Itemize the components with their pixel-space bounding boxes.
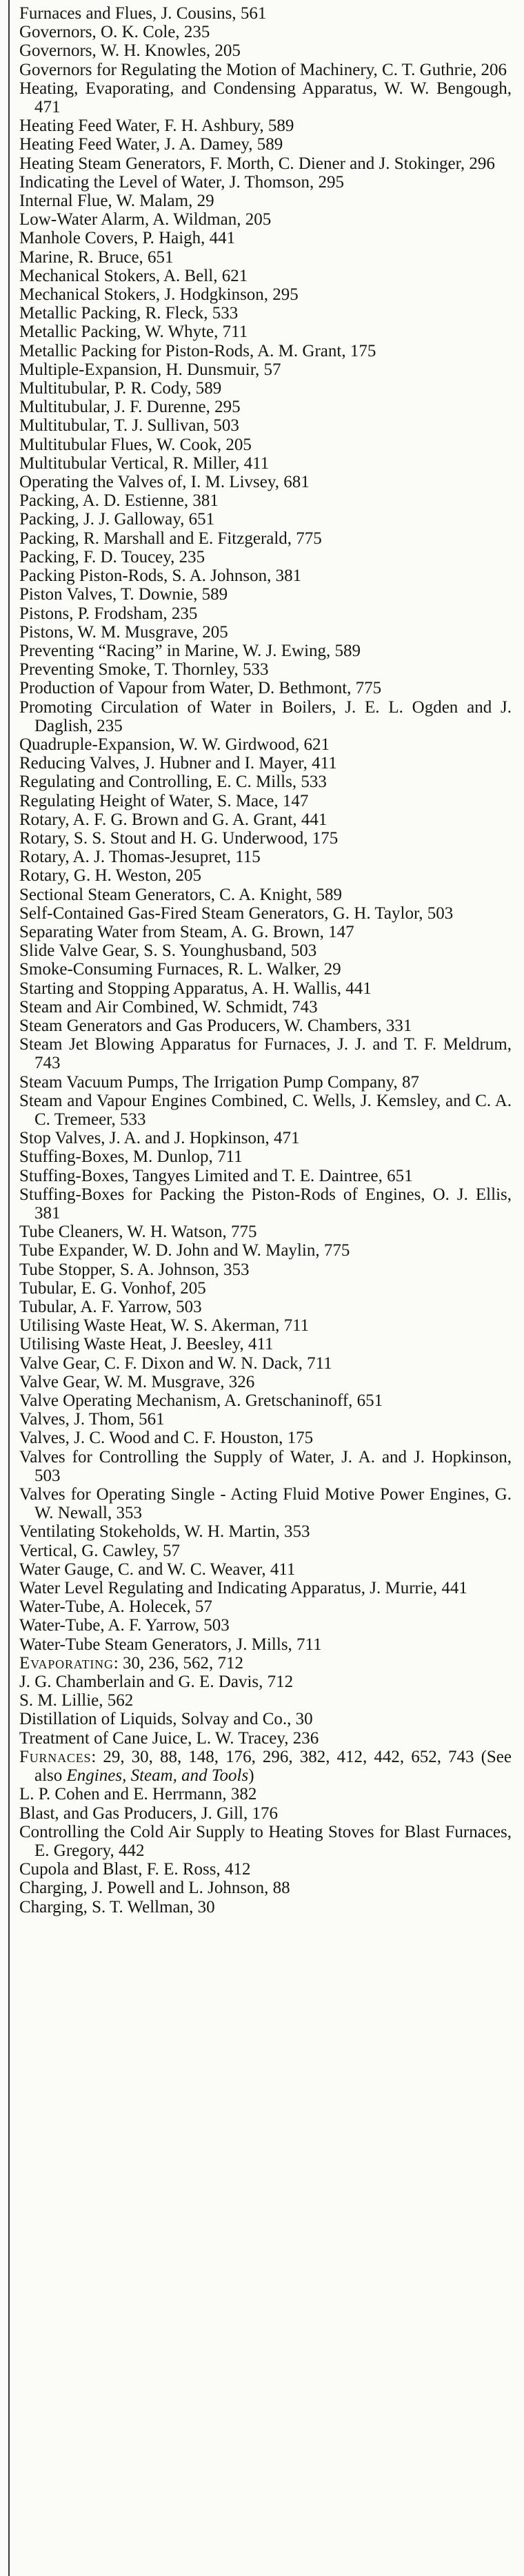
index-entry: Valves for Operating Single - Acting Fluid Motive Power Engines, G. W. Newall, 353 [19,1485,512,1523]
index-entry: Manhole Covers, P. Haigh, 441 [19,229,236,248]
index-entry: Valve Gear, W. M. Musgrave, 326 [19,1372,255,1391]
index-entry: Reducing Valves, J. Hubner and I. Mayer, 411 [19,754,337,773]
index-heading-evaporating [19,1654,512,1673]
index-entry: Operating the Valves of, I. M. Livsey, 681 [19,473,310,492]
index-entry: S. M. Lillie, 562 [19,1691,134,1710]
index-entry: Preventing Smoke, T. Thornley, 533 [19,660,269,679]
index-entry: Tubular, E. G. Vonhof, 205 [19,1278,206,1298]
index-entry: Multitubular, T. J. Sullivan, 503 [19,416,239,436]
index-entry: Rotary, A. J. Thomas-Jesupret, 115 [19,848,261,867]
index-entry: Rotary, S. S. Stout and H. G. Underwood, 175 [19,828,339,848]
index-entry: L. P. Cohen and E. Herrmann, 382 [19,1785,257,1804]
index-entry: Self-Contained Gas-Fired Steam Generators, G. H. Taylor, 503 [19,903,454,923]
index-entry: Vertical, G. Cawley, 57 [19,1541,181,1560]
index-entry: Multitubular, J. F. Durenne, 295 [19,398,241,417]
index-entry: Utilising Waste Heat, J. Beesley, 411 [19,1335,274,1354]
index-entry: Packing, J. J. Galloway, 651 [19,510,215,529]
index-entry: Governors for Regulating the Motion of Machinery, C. T. Guthrie, 206 [19,60,507,79]
index-entry: Quadruple-Expansion, W. W. Girdwood, 621 [19,735,330,754]
index-entry: Stuffing-Boxes for Packing the Piston-Rods of Engines, O. J. Ellis, 381 [19,1185,512,1223]
index-entry: Governors, O. K. Cole, 235 [19,23,210,42]
index-entry: Mechanical Stokers, J. Hodgkinson, 295 [19,285,299,305]
index-entry: Steam Generators and Gas Producers, W. Chambers, 331 [19,1016,412,1035]
index-entry: Governors, W. H. Knowles, 205 [19,41,241,61]
index-entry: Multitubular, P. R. Cody, 589 [19,379,222,398]
index-entry: Metallic Packing, R. Fleck, 533 [19,304,239,323]
index-entry: Mechanical Stokers, A. Bell, 621 [19,266,248,285]
index-list [19,4,512,1654]
index-entry: Multitubular Vertical, R. Miller, 411 [19,453,270,473]
heading-furnaces-pages: : 29, 30, 88, 148, 176, 296, 382, 412, 442, 652, 743 (See also [34,1747,512,1786]
index-entry: Promoting Circulation of Water in Boilers, J. E. L. Ogden and J. Daglish, 235 [19,697,512,735]
index-entry: Regulating and Controlling, E. C. Mills, 533 [19,773,327,792]
index-entry: Stuffing-Boxes, M. Dunlop, 711 [19,1147,243,1167]
index-entry: Water-Tube Steam Generators, J. Mills, 711 [19,1635,322,1654]
index-entry: Valves for Controlling the Supply of Water, J. A. and J. Hopkinson, 503 [19,1447,512,1485]
furnaces-list [19,1785,512,1916]
index-entry: Multiple-Expansion, H. Dunsmuir, 57 [19,360,281,379]
index-entry: J. G. Chamberlain and G. E. Davis, 712 [19,1673,294,1692]
index-entry: Packing, R. Marshall and E. Fitzgerald, 775 [19,529,322,548]
index-entry: Treatment of Cane Juice, L. W. Tracey, 236 [19,1728,319,1748]
index-entry: Steam Vacuum Pumps, The Irrigation Pump Company, 87 [19,1072,420,1092]
index-entry: Valve Operating Mechanism, A. Gretschaninoff, 651 [19,1391,383,1411]
index-entry: Regulating Height of Water, S. Mace, 147 [19,791,309,810]
index-entry: Rotary, G. H. Weston, 205 [19,866,201,886]
heading-evaporating-label: Evaporating [19,1653,114,1673]
index-entry: Water Level Regulating and Indicating Apparatus, J. Murrie, 441 [19,1579,467,1598]
index-entry: Valve Gear, C. F. Dixon and W. N. Dack, 711 [19,1353,332,1373]
index-entry: Packing, F. D. Toucey, 235 [19,547,205,566]
index-entry: Valves, J. C. Wood and C. F. Houston, 175 [19,1429,314,1448]
index-entry: Heating, Evaporating, and Condensing Apparatus, W. W. Bengough, 471 [19,79,512,117]
index-entry: Charging, J. Powell and L. Johnson, 88 [19,1879,290,1898]
heading-furnaces-label: Furnaces [19,1747,92,1766]
index-entry: Cupola and Blast, F. E. Ross, 412 [19,1860,251,1879]
index-entry: Furnaces and Flues, J. Cousins, 561 [19,4,267,23]
index-entry: Multitubular Flues, W. Cook, 205 [19,435,252,454]
index-entry: Low-Water Alarm, A. Wildman, 205 [19,210,272,229]
index-entry: Sectional Steam Generators, C. A. Knight, 589 [19,885,342,904]
index-entry: Metallic Packing, W. Whyte, 711 [19,323,248,342]
index-entry: Tubular, A. F. Yarrow, 503 [19,1298,202,1317]
index-entry: Stuffing-Boxes, Tangyes Limited and T. E. Daintree, 651 [19,1166,413,1185]
index-entry: Production of Vapour from Water, D. Bethmont, 775 [19,679,382,698]
index-entry: Water-Tube, A. Holecek, 57 [19,1597,212,1617]
index-entry: Metallic Packing for Piston-Rods, A. M. Grant, 175 [19,341,376,360]
index-entry: Piston Valves, T. Downie, 589 [19,585,228,604]
index-entry: Preventing “Racing” in Marine, W. J. Ewing, 589 [19,641,361,660]
index-entry: Pistons, W. M. Musgrave, 205 [19,622,228,642]
column-rule [8,0,10,2576]
index-entry: Marine, R. Bruce, 651 [19,247,174,267]
index-entry: Heating Steam Generators, F. Morth, C. Diener and J. Stokinger, 296 [19,154,495,173]
index-entry: Water Gauge, C. and W. C. Weaver, 411 [19,1560,296,1579]
index-entry: Separating Water from Steam, A. G. Brown, 147 [19,922,354,941]
index-entry: Distillation of Liquids, Solvay and Co., 30 [19,1710,313,1729]
index-entry: Tube Cleaners, W. H. Watson, 775 [19,1223,257,1242]
index-entry: Tube Expander, W. D. John and W. Maylin, 775 [19,1241,350,1260]
index-entry: Indicating the Level of Water, J. Thomson, 295 [19,172,344,192]
index-entry: Slide Valve Gear, S. S. Younghusband, 503 [19,941,317,961]
index-entry: Steam and Vapour Engines Combined, C. Wells, J. Kemsley, and C. A. C. Tremeer, 533 [19,1091,512,1129]
index-entry: Stop Valves, J. A. and J. Hopkinson, 471 [19,1129,300,1148]
index-entry: Steam Jet Blowing Apparatus for Furnaces, J. J. and T. F. Meldrum, 743 [19,1035,512,1073]
index-entry: Internal Flue, W. Malam, 29 [19,192,214,211]
index-entry: Tube Stopper, S. A. Johnson, 353 [19,1260,250,1279]
index-entry: Ventilating Stokeholds, W. H. Martin, 353 [19,1522,310,1542]
heading-furnaces-see-also: Engines, Steam, and Tools [66,1766,249,1786]
heading-furnaces-close: ) [248,1766,254,1786]
index-entry: Utilising Waste Heat, W. S. Akerman, 711 [19,1316,310,1336]
index-entry: Pistons, P. Frodsham, 235 [19,604,198,623]
index-entry: Heating Feed Water, J. A. Damey, 589 [19,135,283,154]
index-entry: Valves, J. Thom, 561 [19,1410,165,1429]
evaporating-list [19,1673,512,1748]
index-entry: Steam and Air Combined, W. Schmidt, 743 [19,997,318,1016]
index-heading-furnaces [19,1748,512,1785]
index-entry: Heating Feed Water, F. H. Ashbury, 589 [19,116,294,136]
index-entry: Blast, and Gas Producers, J. Gill, 176 [19,1803,278,1823]
index-entry: Water-Tube, A. F. Yarrow, 503 [19,1616,230,1635]
index-entry: Charging, S. T. Wellman, 30 [19,1897,215,1916]
index-entry: Controlling the Cold Air Supply to Heating Stoves for Blast Furnaces, E. Gregory, 442 [19,1822,512,1860]
index-entry: Starting and Stopping Apparatus, A. H. Wallis, 441 [19,979,372,998]
index-entry: Packing Piston-Rods, S. A. Johnson, 381 [19,566,302,586]
index-entry: Rotary, A. F. G. Brown and G. A. Grant, 441 [19,810,328,829]
index-entry: Smoke-Consuming Furnaces, R. L. Walker, 29 [19,960,341,979]
heading-evaporating-pages: : 30, 236, 562, 712 [113,1653,243,1673]
index-entry: Packing, A. D. Estienne, 381 [19,491,219,511]
